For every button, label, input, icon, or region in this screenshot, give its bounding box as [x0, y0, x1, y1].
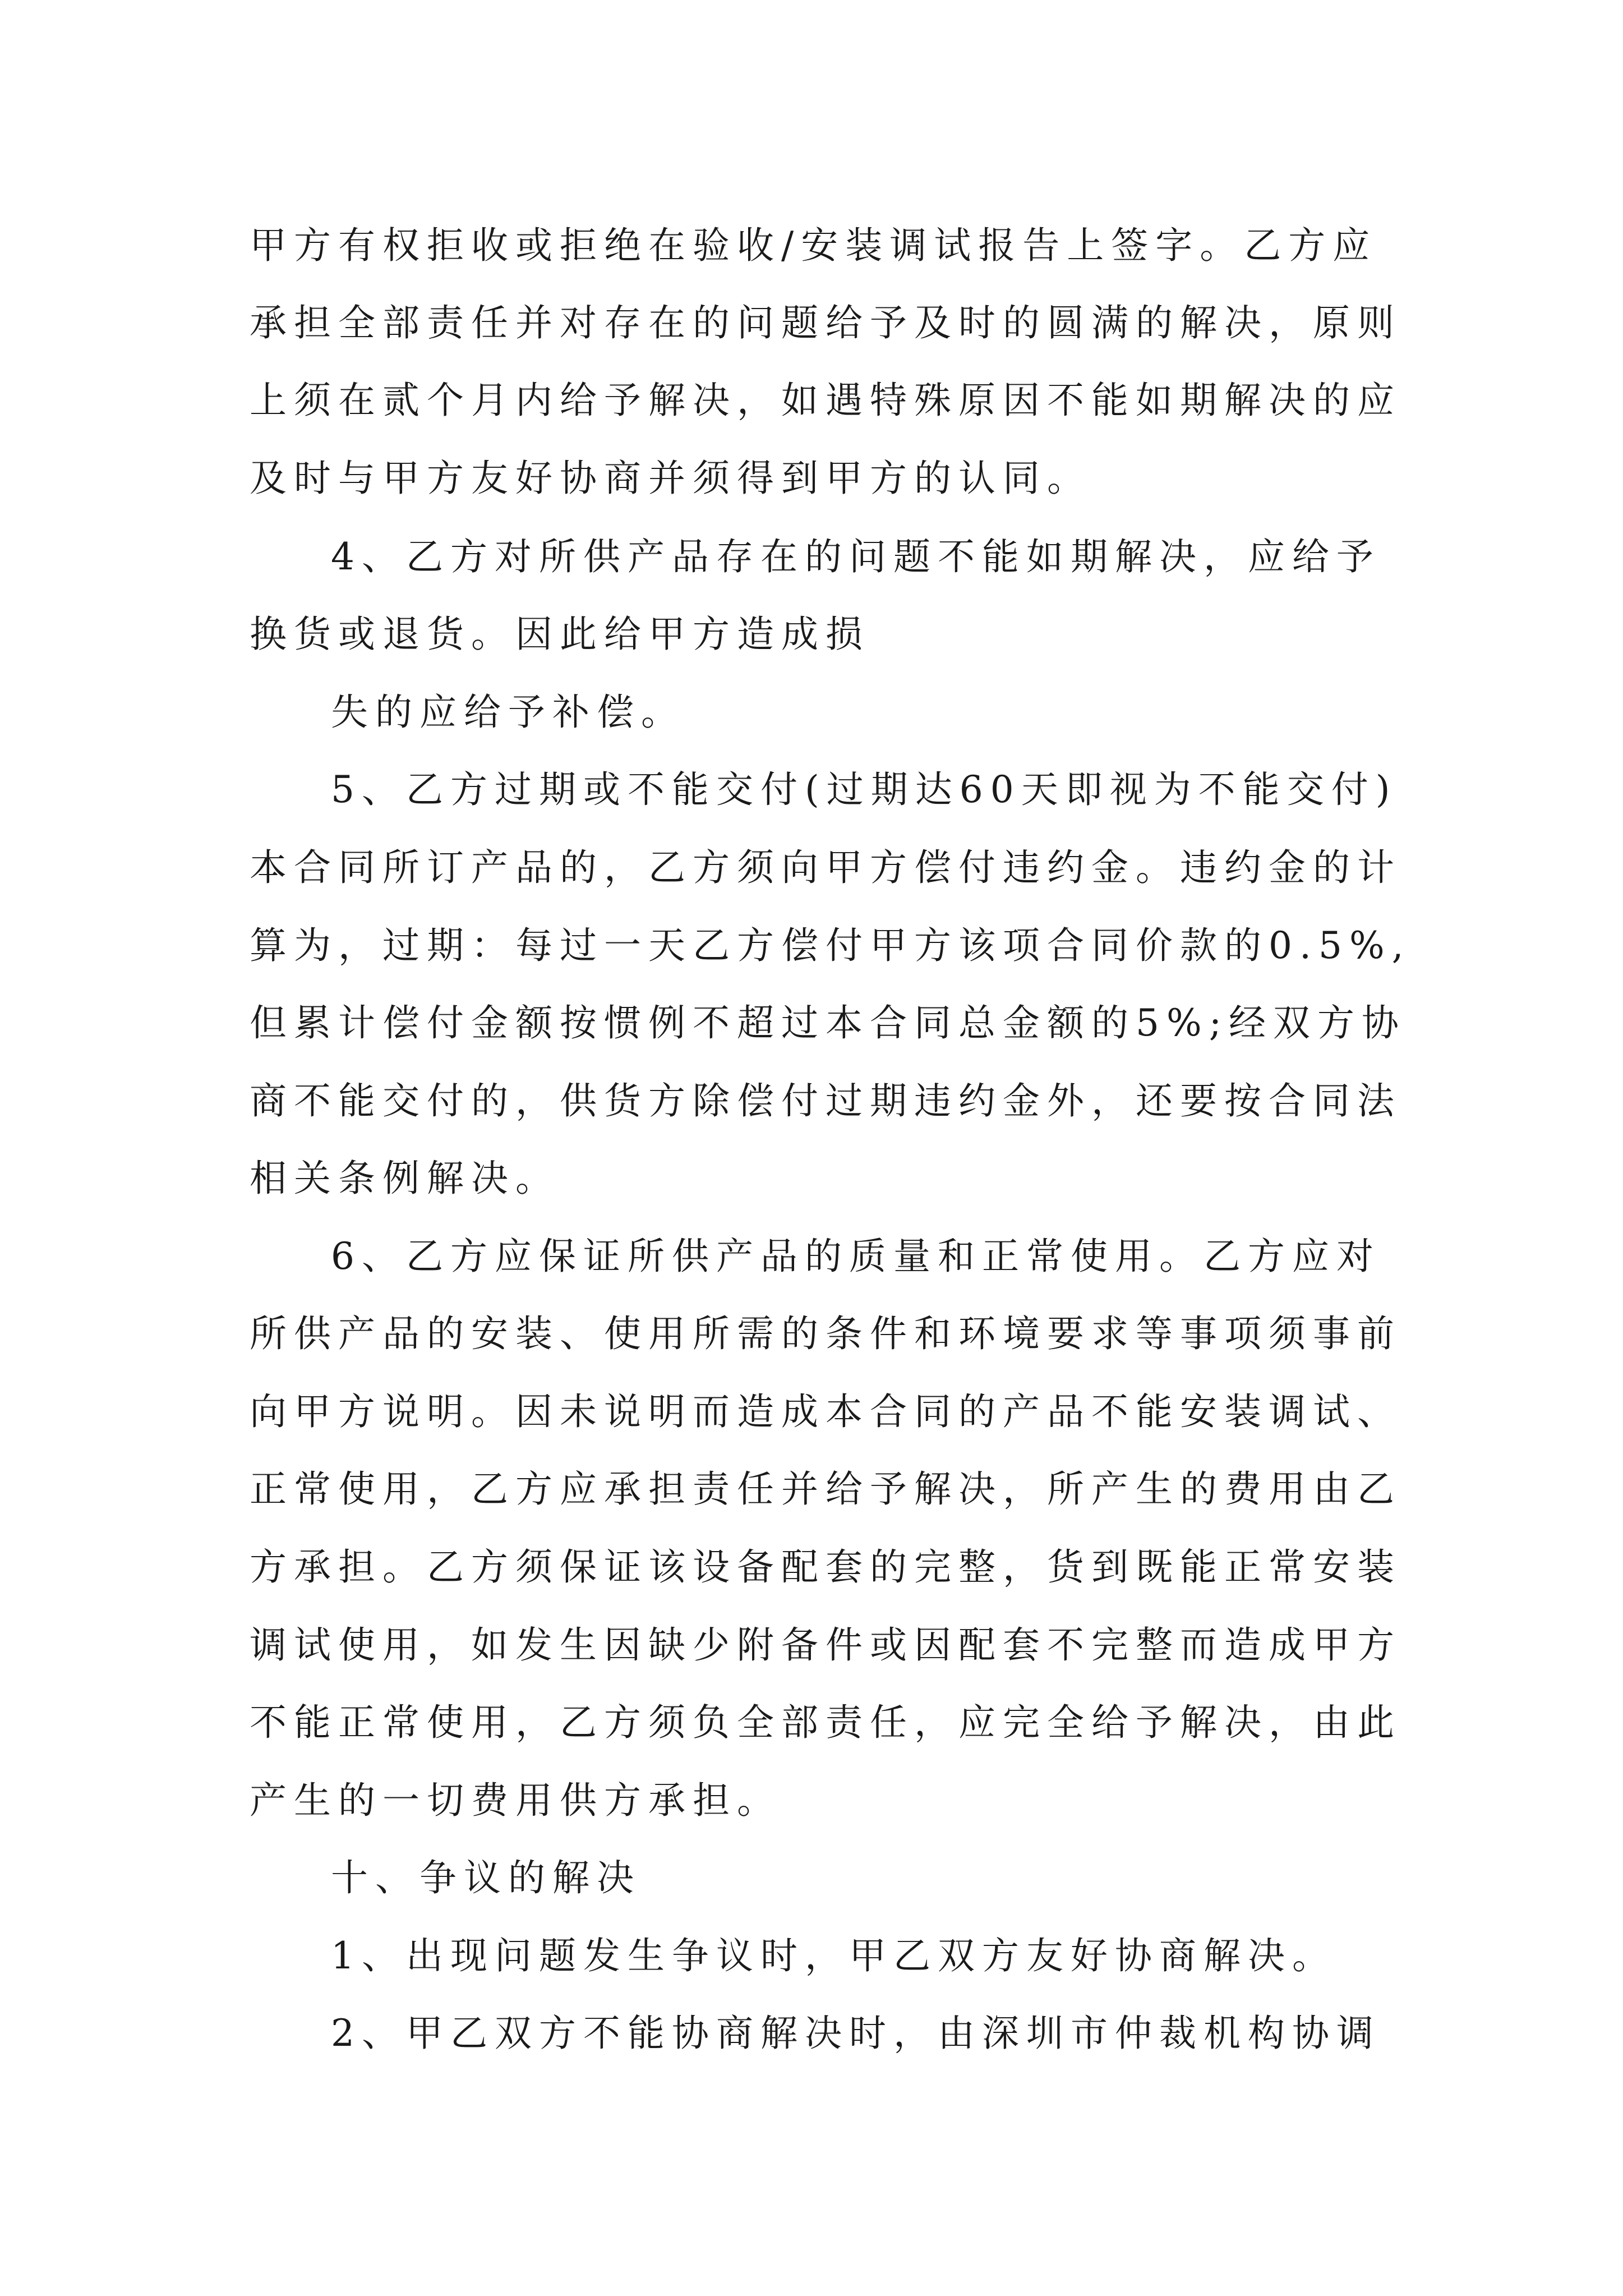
text-line: 5、乙方过期或不能交付(过期达60天即视为不能交付) [331, 768, 1398, 811]
text-line: 调试使用，如发生因缺少附备件或因配套不完整而造成甲方 [250, 1623, 1401, 1667]
text-line: 1、出现问题发生争议时，甲乙双方友好协商解决。 [331, 1934, 1336, 1977]
text-line: 相关条例解决。 [250, 1157, 560, 1200]
text-line: 失的应给予补偿。 [331, 691, 685, 734]
text-line: 所供产品的安装、使用所需的条件和环境要求等事项须事前 [250, 1312, 1401, 1355]
text-line: 商不能交付的，供货方除偿付过期违约金外，还要按合同法 [250, 1079, 1401, 1122]
text-line: 2、甲乙双方不能协商解决时，由深圳市仲裁机构协调 [331, 2012, 1381, 2055]
text-line: 4、乙方对所供产品存在的问题不能如期解决，应给予 [331, 535, 1381, 578]
text-line: 但累计偿付金额按惯例不超过本合同总金额的5%;经双方协 [250, 1001, 1406, 1045]
text-line: 甲方有权拒收或拒绝在验收/安装调试报告上签字。乙方应 [250, 224, 1377, 267]
text-line: 承担全部责任并对存在的问题给予及时的圆满的解决，原则 [250, 301, 1401, 344]
text-line: 换货或退货。因此给甲方造成损 [250, 613, 870, 656]
text-line: 正常使用，乙方应承担责任并给予解决，所产生的费用由乙 [250, 1467, 1401, 1511]
section-heading: 十、争议的解决 [331, 1856, 641, 1899]
text-line: 上须在贰个月内给予解决，如遇特殊原因不能如期解决的应 [250, 379, 1401, 422]
text-line: 不能正常使用，乙方须负全部责任，应完全给予解决，由此 [250, 1701, 1401, 1744]
text-line: 产生的一切费用供方承担。 [250, 1779, 781, 1822]
text-line: 6、乙方应保证所供产品的质量和正常使用。乙方应对 [331, 1235, 1381, 1278]
text-line: 算为，过期：每过一天乙方偿付甲方该项合同价款的0.5%, [250, 924, 1411, 967]
text-line: 向甲方说明。因未说明而造成本合同的产品不能安装调试、 [250, 1390, 1401, 1433]
text-line: 及时与甲方友好协商并须得到甲方的认同。 [250, 457, 1091, 500]
text-line: 本合同所订产品的，乙方须向甲方偿付违约金。违约金的计 [250, 846, 1401, 889]
text-line: 方承担。乙方须保证该设备配套的完整，货到既能正常安装 [250, 1545, 1401, 1589]
